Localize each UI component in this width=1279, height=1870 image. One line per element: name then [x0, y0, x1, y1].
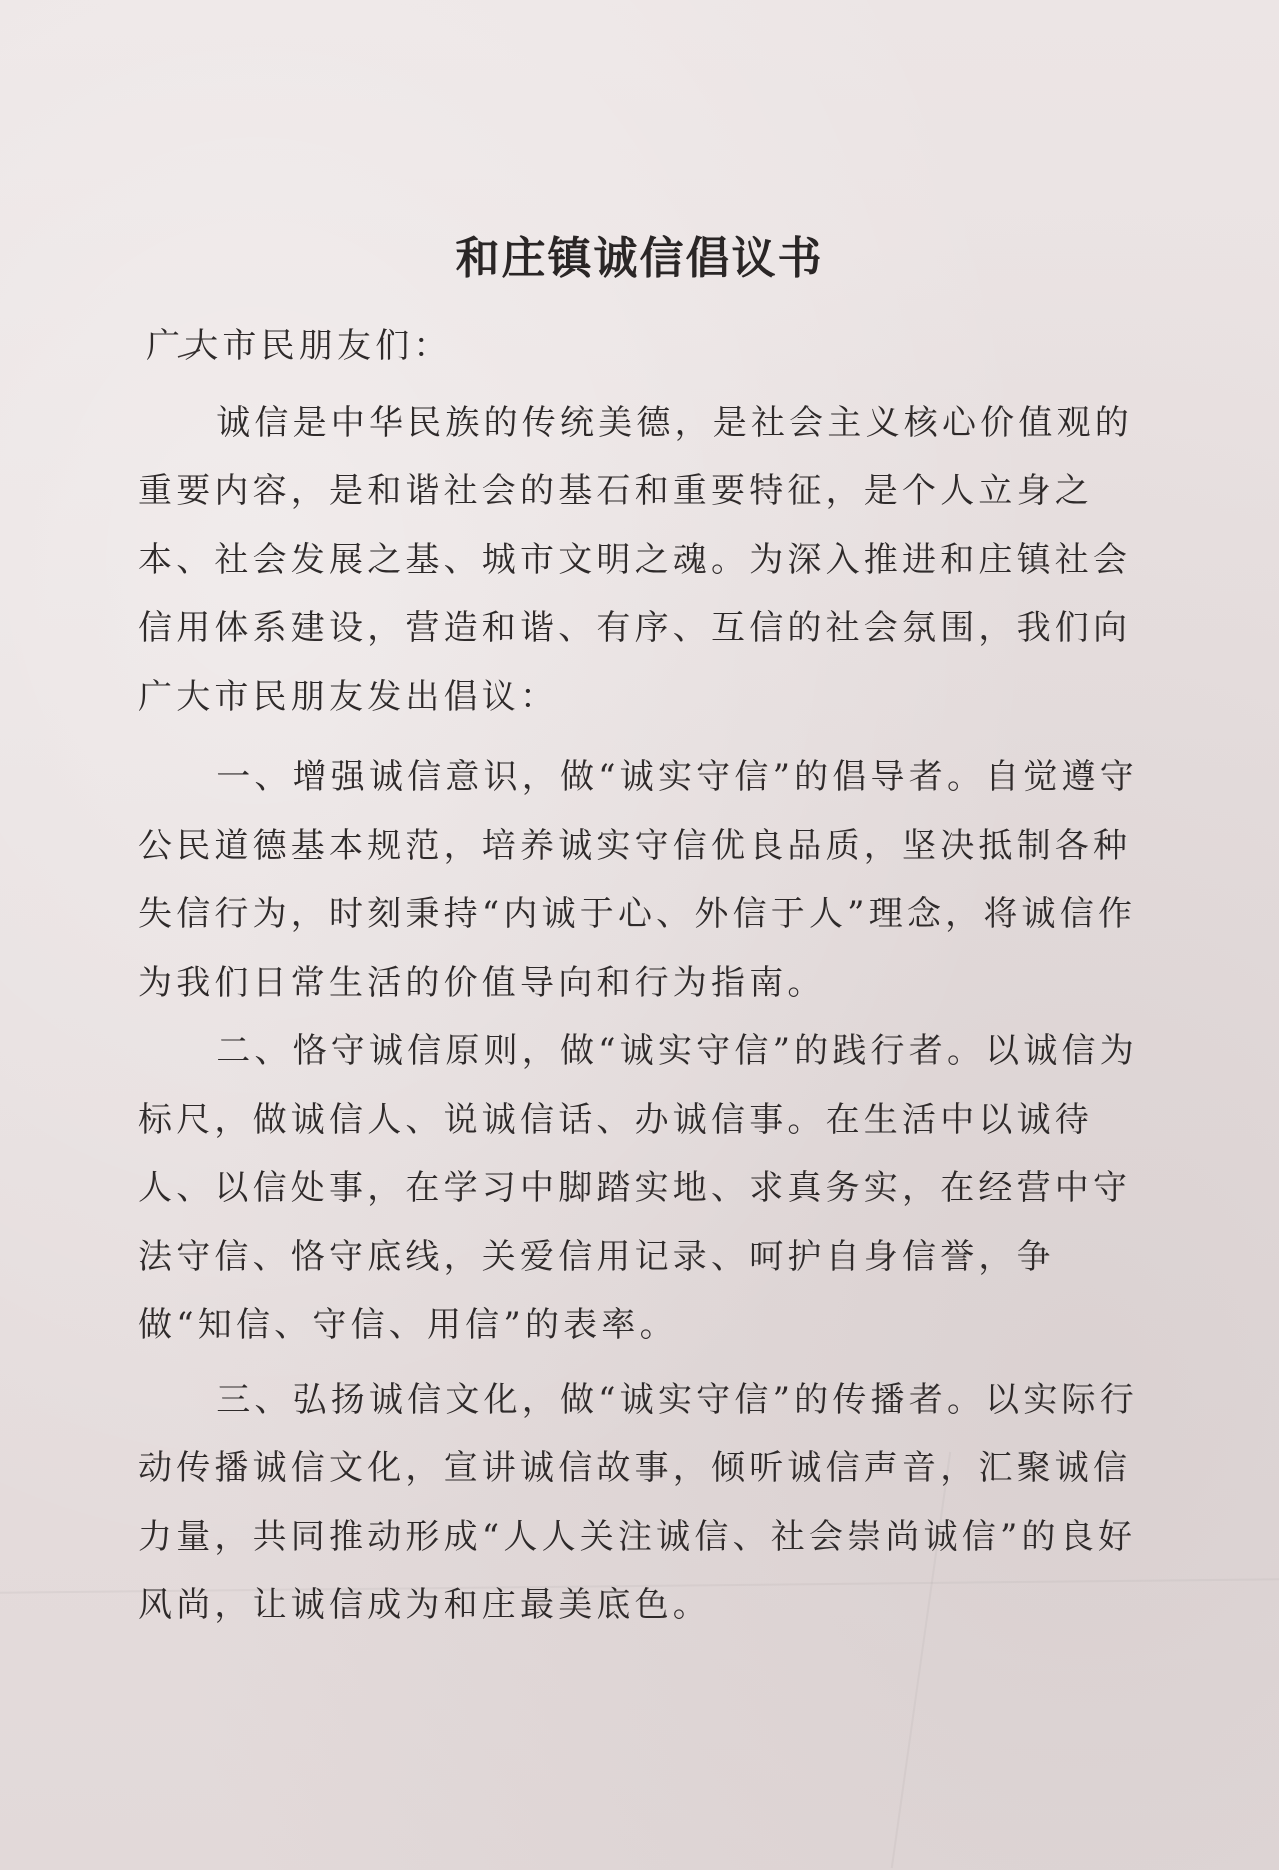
paragraph-point-2: 二、恪守诚信原则，做“诚实守信”的践行者。以诚信为标尺，做诚信人、说诚信话、办诚信事。在生活中以诚待人、以信处事，在学习中脚踏实地、求真务实，在经营中守法守信、恪守底线，关爱信用记录、呵护自身信誉，争做“知信、守信、用信”的表率。 [138, 1031, 1138, 1345]
document-body [138, 312, 1138, 1640]
paragraph-intro: 诚信是中华民族的传统美德，是社会主义核心价值观的重要内容，是和谐社会的基石和重要特征，是个人立身之本、社会发展之基、城市文明之魂。为深入推进和庄镇社会信用体系建设，营造和谐、有序、互信的社会氛围，我们向广大市民朋友发出倡议： [138, 402, 1133, 717]
paragraph-point-3: 三、弘扬诚信文化，做“诚实守信”的传播者。以实际行动传播诚信文化，宣讲诚信故事，倾听诚信声音，汇聚诚信力量，共同推动形成“人人关注诚信、社会崇尚诚信”的良好风尚，让诚信成为和庄最美底色。 [138, 1379, 1138, 1625]
salutation: 广大市民朋友们： [146, 326, 452, 366]
paragraph-point-1: 一、增强诚信意识，做“诚实守信”的倡导者。自觉遵守公民道德基本规范，培养诚实守信优良品质，坚决抵制各种失信行为，时刻秉持“内诚于心、外信于人”理念，将诚信作为我们日常生活的价值导向和行为指南。 [138, 757, 1138, 1003]
document-title: 和庄镇诚信倡议书 [455, 233, 824, 284]
